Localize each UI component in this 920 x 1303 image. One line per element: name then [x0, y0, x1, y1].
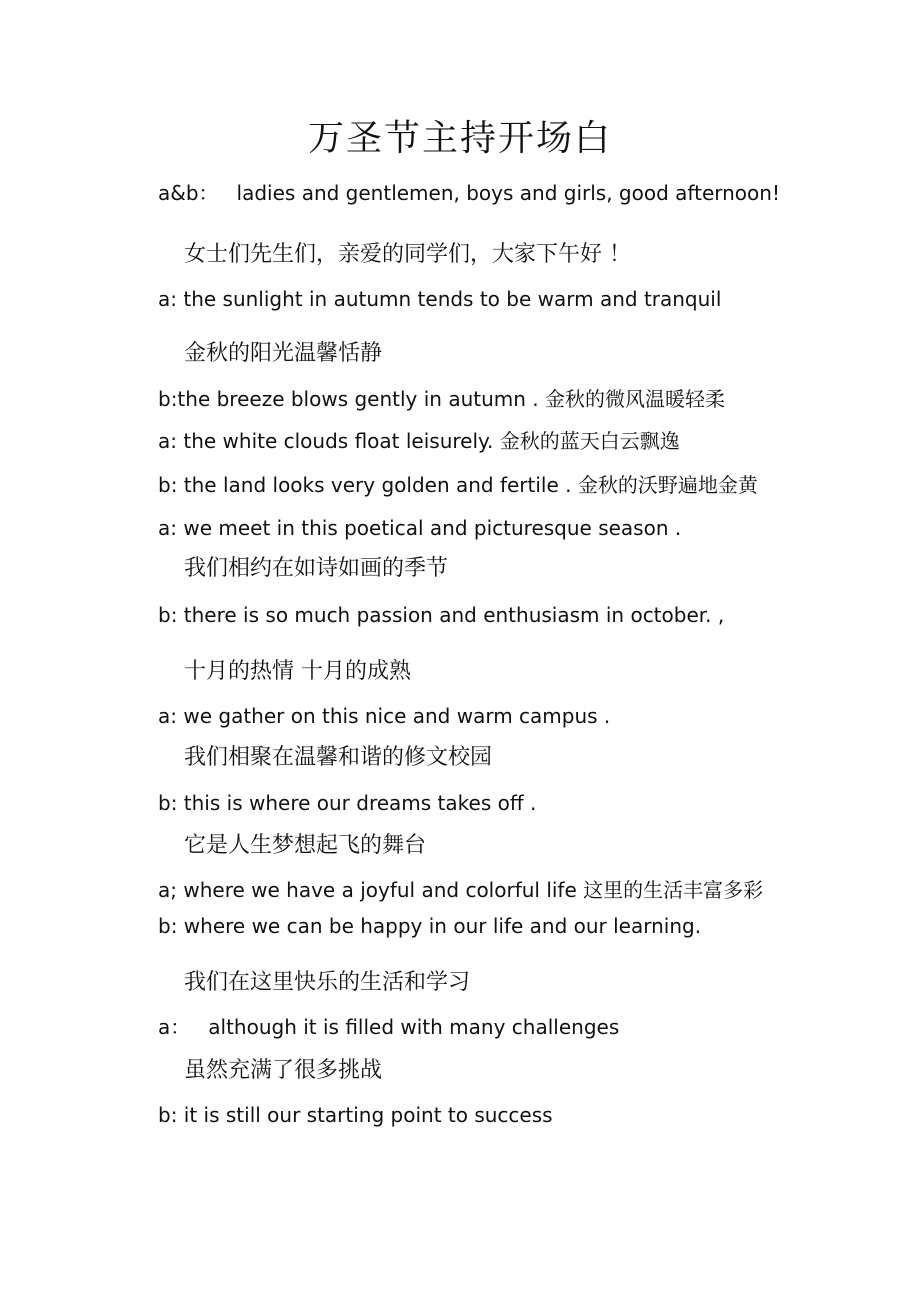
script-line	[158, 179, 780, 207]
document-title: 万圣节主持开场白	[307, 118, 612, 159]
line-text: although it is filled with many challenges	[208, 1015, 620, 1039]
script-line: a: the sunlight in autumn tends to be warm and tranquil	[158, 287, 722, 311]
speaker-label: a&b：	[158, 181, 219, 205]
script-line: b: the land looks very golden and fertile . 金秋的沃野遍地金黄	[158, 473, 758, 497]
script-line: a; where we have a joyful and colorful life 这里的生活丰富多彩	[158, 878, 764, 902]
script-line: b: there is so much passion and enthusiasm in october. ,	[158, 603, 725, 627]
line-text: ladies and gentlemen, boys and girls, good afternoon!	[236, 181, 780, 205]
script-line: a: we gather on this nice and warm campus .	[158, 704, 611, 728]
script-line: 虽然充满了很多挑战	[184, 1058, 383, 1083]
script-line	[158, 1013, 619, 1041]
script-line: 女士们先生们，亲爱的同学们，大家下午好 ！	[184, 242, 631, 267]
script-line: 金秋的阳光温馨恬静	[184, 341, 383, 366]
speaker-label: a：	[158, 1015, 191, 1039]
script-line: 十月的热情 十月的成熟	[184, 659, 411, 684]
script-line: 我们相约在如诗如画的季节	[184, 556, 449, 581]
script-line: b: it is still our starting point to success	[158, 1103, 553, 1127]
script-line: 我们相聚在温馨和谐的修文校园	[184, 745, 493, 770]
script-line: b: where we can be happy in our life and our learning.	[158, 914, 702, 938]
script-line: 我们在这里快乐的生活和学习	[184, 970, 471, 995]
script-line: b: this is where our dreams takes off .	[158, 791, 537, 815]
script-line: a: we meet in this poetical and picturesque season .	[158, 516, 682, 540]
script-line: a: the white clouds float leisurely. 金秋的蓝天白云飘逸	[158, 429, 680, 453]
script-line: b:the breeze blows gently in autumn . 金秋的微风温暖轻柔	[158, 387, 726, 411]
script-line: 它是人生梦想起飞的舞台	[184, 833, 427, 858]
